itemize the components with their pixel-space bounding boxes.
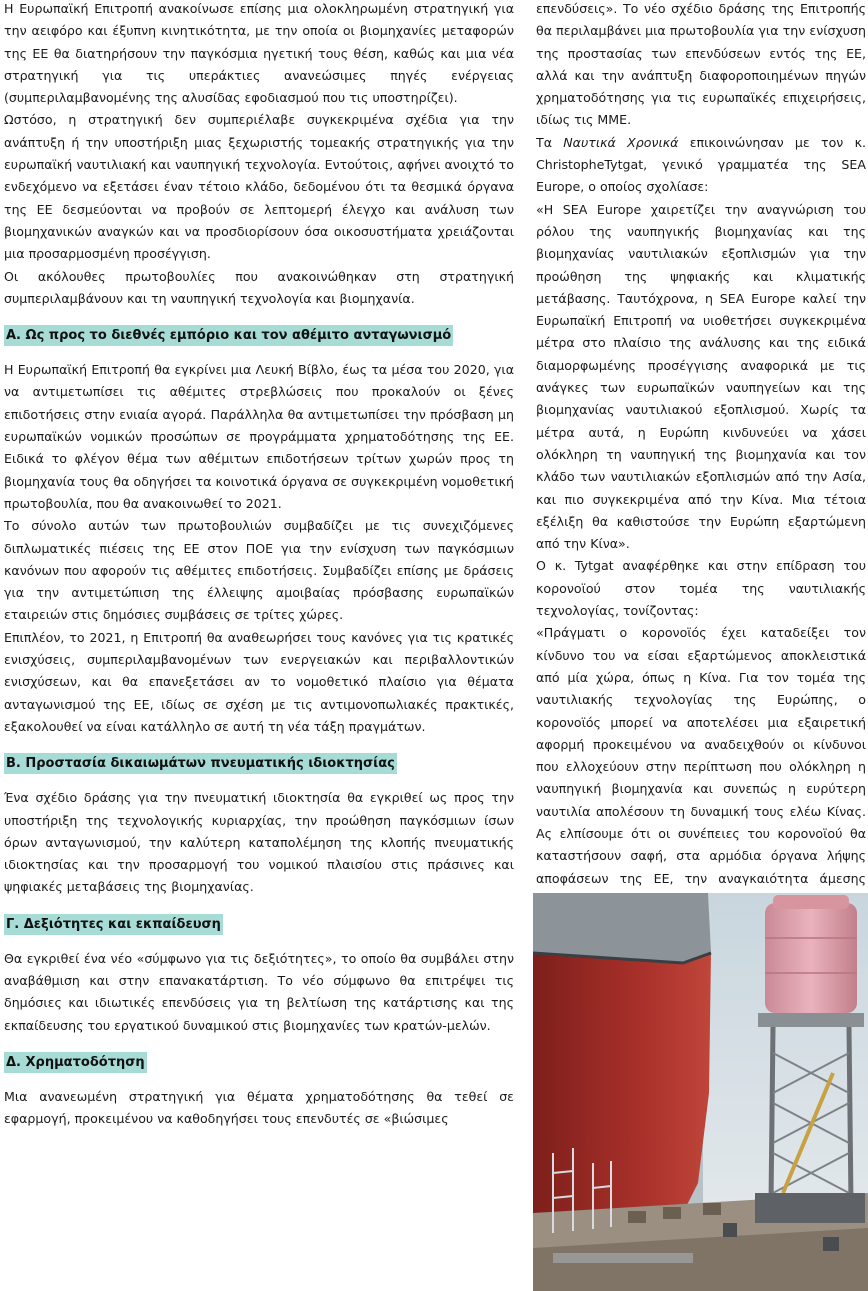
section-c-heading-wrap: [4, 913, 514, 935]
intro-paragraph-1: Η Ευρωπαϊκή Επιτροπή ανακοίνωσε επίσης μια ολοκληρωμένη στρατηγική για την αειφόρο και έξυπνη κινητικότητα, με την οποία οι βιομηχανίες μεταφορών της ΕΕ θα διατηρήσουν την παγκόσμια ηγετική τους θέση, καθώς και μια νέα στρατηγική για τις υπεράκτιες ανανεώσιμες πηγές ενέργειας (συμπεριλαμβανομένης της αλυσίδας εφοδιασμού που τις υποστηρίζει).: [4, 1, 514, 106]
shipyard-illustration: [533, 893, 868, 1291]
right-paragraph-4: Ο κ. Tytgat αναφέρθηκε και στην επίδραση του κορονοϊού στον τομέα της ναυτιλιακής τεχνολογίας, τονίζοντας:: [536, 558, 866, 619]
right-paragraph-1: επενδύσεις». Το νέο σχέδιο δράσης της Επιτροπής θα περιλαμβάνει μια πρωτοβουλία για την ενίσχυση της προστασίας των επενδύσεων εντός της ΕΕ, αλλά και την ανάπτυξη διαφοροποιημένων πηγών χρηματοδότησης για τις ευρωπαϊκές επιχειρήσεις, ιδίως τις ΜΜΕ.: [536, 1, 866, 128]
section-d-heading-wrap: [4, 1051, 514, 1073]
section-d-paragraph-1: Μια ανανεωμένη στρατηγική για θέματα χρηματοδότησης θα τεθεί σε εφαρμογή, προκειμένου να καθοδηγήσει τους επενδυτές σε «βιώσιμες: [4, 1088, 514, 1127]
section-c-paragraph-1: Θα εγκριθεί ένα νέο «σύμφωνο για τις δεξιότητες», το οποίο θα συμβάλει στην αναβάθμιση και στην επανακατάρτιση. Το νέο σύμφωνο θα επιτρέψει τις δημόσιες και ιδιωτικές επενδύσεις για τη βελτίωση της κατάρτισης και της εκπαίδευσης του εργατικού δυναμικού στις βιομηχανίες των κρατών-μελών.: [4, 950, 514, 1033]
tower-top: [765, 903, 857, 1013]
right-quote-2: «Πράγματι ο κορονοϊός έχει καταδείξει τον κίνδυνο του να είσαι εξαρτώμενος αποκλειστικά από μία χώρα, όπως η Κίνα. Για τον τομέα της ναυτιλιακής τεχνολογίας της Ευρώπης, ο κορονοϊός μπορεί να αποτελέσει μια εξαιρετική αφορμή προκειμένου να αναδειχθούν οι κίνδυνοι που ελλοχεύουν στην περίπτωση που ολόκληρη η ναυπηγική βιομηχανία και συνεπώς η ευρύτερη ναυτιλία απολέσουν τη δυναμική τους ελέω Κίνας. Ας ελπίσουμε ότι οι συνέπειες του κορονοϊού θα καταστήσουν σαφή, στα αρμόδια όργανα λήψης αποφάσεων της ΕΕ, την αναγκαιότητα άμεσης: [536, 625, 866, 886]
section-c-heading: Γ. Δεξιότητες και εκπαίδευση: [4, 914, 223, 935]
right-quote-1: «Η SEA Europe χαιρετίζει την αναγνώριση του ρόλου της ναυπηγικής βιομηχανίας και της βιομηχανίας ναυτιλιακών εξοπλισμών για την προώθηση της ψηφιακής και κλιματικής μετάβασης. Ταυτόχρονα, η SEA Europe καλεί την Ευρωπαϊκή Επιτροπή να υιοθετήσει συγκεκριμένα μέτρα στο πλαίσιο της ανάλυσης και της ειδικά διαμορφωμένης προσέγγισης αναφορικά με τις ανάγκες των ευρωπαϊκών ναυπηγείων και της βιομηχανίας ναυτιλιακού εξοπλισμού. Χωρίς τα μέτρα αυτά, η Ευρώπη κινδυνεύει να χάσει ολόκληρη τη ναυπηγική της βιομηχανία και τον κλάδο των ναυτιλιακών εξοπλισμών από την Ασία, και πιο συγκεκριμένα από την Κίνα. Μια τέτοια εξέλιξη θα καθιστούσε την Ευρώπη εξαρτώμενη από την Κίνα».: [536, 201, 866, 552]
shipyard-photo: [533, 893, 868, 1291]
section-a-paragraph-1: Η Ευρωπαϊκή Επιτροπή θα εγκρίνει μια Λευκή Βίβλο, έως τα μέσα του 2020, για να αντιμετωπίσει τις αθέμιτες στρεβλώσεις που προκαλούν οι ξένες επιδοτήσεις στην ενιαία αγορά. Παράλληλα θα αντιμετωπίσει την πρόσβαση μη ευρωπαϊκών νομικών προσώπων σε προγράμματα χρηματοδότησης της ΕΕ. Ειδικά το φλέγον θέμα των αθέμιτων επιδοτήσεων τρίτων χωρών προς τη βιομηχανία τους θα οδηγήσει τα κοινοτικά όργανα σε συγκεκριμένη νομοθετική πρωτοβουλία, που θα ανακοινωθεί το 2021.: [4, 362, 514, 511]
hull-upper: [533, 893, 711, 963]
intro-paragraph-2: Ωστόσο, η στρατηγική δεν συμπεριέλαβε συγκεκριμένα σχέδια για την ανάπτυξη ή την υποστήριξη μιας ξεχωριστής τομεακής στρατηγικής για την ευρωπαϊκή ναυτιλιακή και ναυπηγική τεχνολογία. Εντούτοις, αφήνει ανοιχτό το ενδεχόμενο να εξετάσει έναν τέτοιο κλάδο, δεδομένου ότι τα θεσμικά όργανα της ΕΕ δεσμεύονται να προβούν σε λεπτομερή έλεγχο και ανάλυση των βιομηχανικών αναγκών και να προσδιορίσουν όσα οικοσυστήματα χρειάζονται μια προσαρμοσμένη προσέγγιση.: [4, 112, 514, 262]
section-a-heading: Α. Ως προς το διεθνές εμπόριο και τον αθέμιτο ανταγωνισμό: [4, 325, 453, 346]
section-a-paragraph-3: Επιπλέον, το 2021, η Επιτροπή θα αναθεωρήσει τους κανόνες για τις κρατικές ενισχύσεις, συμπεριλαμβανομένων των ενεργειακών και περιβαλλοντικών ενισχύσεων, και θα επανεξετάσει αν το νομοθετικό πλαίσιο για θέματα ανταγωνισμού της ΕΕ, ιδίως σε σχέση με τις αντιμονοπωλιακές πρακτικές, εξακολουθεί να είναι κατάλληλο σε αυτή τη νέα τάξη πραγμάτων.: [4, 629, 514, 734]
right-paragraph-2: [536, 132, 866, 199]
section-b-heading: Β. Προστασία δικαιωμάτων πνευματικής ιδιοκτησίας: [4, 753, 397, 774]
publication-name: Ναυτικά Χρονικά: [563, 134, 679, 150]
tower-deck: [758, 1013, 864, 1027]
right-paragraph-2-end: επικοινώνησαν με τον κ. ChristopheTytgat, γενικό γραμματέα της SEA Europe, ο οποίος σχολίασε:: [536, 134, 866, 195]
puddle: [553, 1253, 693, 1263]
section-a-heading-wrap: [4, 324, 514, 346]
section-b-heading-wrap: [4, 752, 514, 774]
tower-cap: [773, 895, 849, 909]
right-paragraph-2-start: Τα: [536, 134, 564, 150]
right-column: [536, 0, 866, 934]
section-d-heading: Δ. Χρηματοδότηση: [4, 1052, 147, 1073]
left-column: [4, 0, 514, 1130]
section-b-paragraph-1: Ένα σχέδιο δράσης για την πνευματική ιδιοκτησία θα εγκριθεί ως προς την υποστήριξη της τεχνολογικής κυριαρχίας, την προώθηση παγκόσμιων ίσων όρων ανταγωνισμού, την καλύτερη καταπολέμηση της κλοπής πνευματικής ιδιοκτησίας και την προσαρμογή του νομικού πλαισίου στις πράσινες και ψηφιακές μεταβάσεις της βιομηχανίας.: [4, 790, 514, 895]
section-a-paragraph-2: Το σύνολο αυτών των πρωτοβουλιών συμβαδίζει με τις συνεχιζόμενες διπλωματικές πιέσεις της ΕΕ στον ΠΟΕ για την ενίσχυση των παγκόσμιων κανόνων που αφορούν τις αθέμιτες επιδοτήσεις. Συμβαδίζει επίσης με δράσεις για την αντιμετώπιση της έλλειψης αμοιβαίας πρόσβασης ευρωπαϊκών εταιρειών στις δημόσιες συμβάσεις σε τρίτες χώρες.: [4, 518, 514, 623]
crane-base: [755, 1193, 865, 1223]
intro-paragraph-3: Οι ακόλουθες πρωτοβουλίες που ανακοινώθηκαν στη στρατηγική συμπεριλαμβάνουν και τη ναυπηγική τεχνολογία και βιομηχανία.: [4, 268, 514, 306]
hull-red: [533, 953, 711, 1223]
